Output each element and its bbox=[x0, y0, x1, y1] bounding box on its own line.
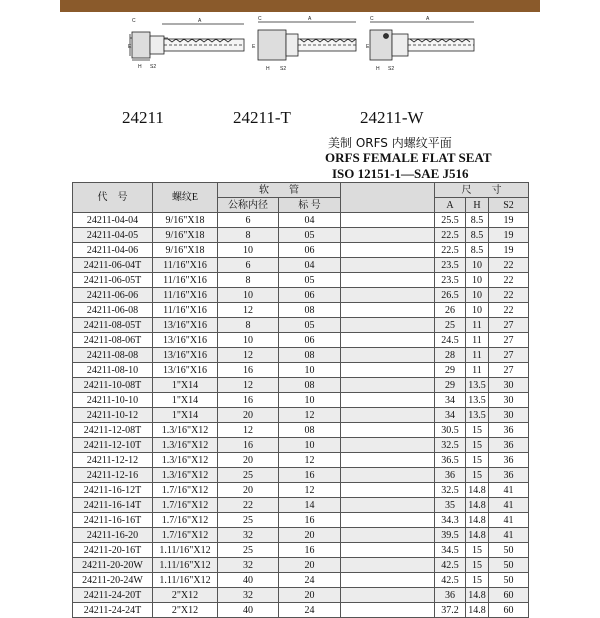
label-c: C bbox=[258, 16, 262, 22]
cell-s2: 22 bbox=[489, 303, 529, 318]
cell-h: 11 bbox=[466, 318, 489, 333]
cell-code: 24211-20-20W bbox=[73, 558, 153, 573]
label-s2: S2 bbox=[388, 66, 395, 72]
cell-code: 24211-24-24T bbox=[73, 603, 153, 618]
cell-s2: 36 bbox=[489, 438, 529, 453]
label-s2: S2 bbox=[150, 64, 157, 70]
label-c: C bbox=[370, 16, 374, 22]
table-row bbox=[73, 228, 529, 243]
cell-s2: 19 bbox=[489, 228, 529, 243]
cell-code: 24211-06-04T bbox=[73, 258, 153, 273]
cell-hose-dash: 10 bbox=[279, 393, 341, 408]
table-row bbox=[73, 393, 529, 408]
cell-code: 24211-10-12 bbox=[73, 408, 153, 423]
cell-hose-id: 40 bbox=[218, 603, 279, 618]
cell-hose-id: 32 bbox=[218, 528, 279, 543]
cell-h: 10 bbox=[466, 303, 489, 318]
cell-hose-id: 20 bbox=[218, 453, 279, 468]
cell-spacer bbox=[341, 543, 435, 558]
cell-hose-dash: 20 bbox=[279, 588, 341, 603]
cell-h: 14.8 bbox=[466, 498, 489, 513]
table-row bbox=[73, 348, 529, 363]
table-row bbox=[73, 318, 529, 333]
cell-spacer bbox=[341, 438, 435, 453]
cell-a: 32.5 bbox=[435, 483, 466, 498]
cell-a: 39.5 bbox=[435, 528, 466, 543]
cell-thread: 9/16"X18 bbox=[153, 228, 218, 243]
cell-s2: 30 bbox=[489, 378, 529, 393]
title-chinese: 美制 ORFS 内螺纹平面 bbox=[328, 136, 452, 150]
cell-s2: 60 bbox=[489, 603, 529, 618]
cell-thread: 2"X12 bbox=[153, 603, 218, 618]
table-row bbox=[73, 453, 529, 468]
cell-s2: 41 bbox=[489, 483, 529, 498]
cell-spacer bbox=[341, 273, 435, 288]
cell-code: 24211-10-10 bbox=[73, 393, 153, 408]
cell-a: 29 bbox=[435, 378, 466, 393]
cell-hose-id: 25 bbox=[218, 513, 279, 528]
cell-code: 24211-10-08T bbox=[73, 378, 153, 393]
cell-thread: 1.7/16"X12 bbox=[153, 528, 218, 543]
cell-h: 11 bbox=[466, 363, 489, 378]
cell-code: 24211-12-16 bbox=[73, 468, 153, 483]
cell-h: 15 bbox=[466, 543, 489, 558]
cell-code: 24211-16-20 bbox=[73, 528, 153, 543]
cell-s2: 27 bbox=[489, 348, 529, 363]
cell-h: 14.8 bbox=[466, 483, 489, 498]
cell-hose-dash: 20 bbox=[279, 558, 341, 573]
cell-thread: 11/16"X16 bbox=[153, 273, 218, 288]
label-h: H bbox=[376, 66, 380, 72]
label-a: A bbox=[198, 18, 202, 24]
cell-code: 24211-06-05T bbox=[73, 273, 153, 288]
title-standard: ISO 12151-1—SAE J516 bbox=[332, 166, 469, 181]
cell-s2: 22 bbox=[489, 258, 529, 273]
cell-hose-dash: 24 bbox=[279, 603, 341, 618]
cell-hose-id: 32 bbox=[218, 588, 279, 603]
cell-hose-id: 10 bbox=[218, 333, 279, 348]
cell-hose-dash: 16 bbox=[279, 513, 341, 528]
cell-code: 24211-04-05 bbox=[73, 228, 153, 243]
cell-hose-dash: 06 bbox=[279, 288, 341, 303]
table-row bbox=[73, 423, 529, 438]
cell-code: 24211-12-08T bbox=[73, 423, 153, 438]
model-caption-24211-t: 24211-T bbox=[233, 108, 291, 127]
cell-hose-id: 16 bbox=[218, 438, 279, 453]
cell-hose-id: 8 bbox=[218, 228, 279, 243]
cell-a: 35 bbox=[435, 498, 466, 513]
table-row bbox=[73, 363, 529, 378]
cell-spacer bbox=[341, 213, 435, 228]
cell-thread: 13/16"X16 bbox=[153, 363, 218, 378]
table-row bbox=[73, 378, 529, 393]
cell-h: 15 bbox=[466, 453, 489, 468]
cell-thread: 1.3/16"X12 bbox=[153, 423, 218, 438]
cell-s2: 36 bbox=[489, 468, 529, 483]
cell-a: 34 bbox=[435, 408, 466, 423]
cell-code: 24211-20-16T bbox=[73, 543, 153, 558]
cell-hose-dash: 04 bbox=[279, 213, 341, 228]
cell-code: 24211-16-14T bbox=[73, 498, 153, 513]
cell-spacer bbox=[341, 423, 435, 438]
cell-hose-id: 10 bbox=[218, 288, 279, 303]
table-row bbox=[73, 258, 529, 273]
cell-hose-dash: 05 bbox=[279, 273, 341, 288]
cell-hose-dash: 12 bbox=[279, 483, 341, 498]
cell-h: 10 bbox=[466, 258, 489, 273]
table-row bbox=[73, 333, 529, 348]
cell-h: 8.5 bbox=[466, 243, 489, 258]
label-e: E bbox=[366, 44, 370, 50]
cell-s2: 30 bbox=[489, 393, 529, 408]
cell-thread: 1.11/16"X12 bbox=[153, 543, 218, 558]
cell-hose-dash: 04 bbox=[279, 258, 341, 273]
cell-a: 26.5 bbox=[435, 288, 466, 303]
cell-h: 15 bbox=[466, 468, 489, 483]
cell-s2: 41 bbox=[489, 513, 529, 528]
cell-a: 34.5 bbox=[435, 543, 466, 558]
cell-hose-id: 8 bbox=[218, 318, 279, 333]
model-caption-24211-w: 24211-W bbox=[360, 108, 424, 127]
cell-s2: 50 bbox=[489, 573, 529, 588]
cell-hose-dash: 08 bbox=[279, 303, 341, 318]
cell-hose-id: 20 bbox=[218, 483, 279, 498]
label-e: E bbox=[252, 44, 256, 50]
cell-h: 15 bbox=[466, 573, 489, 588]
label-e: E bbox=[128, 44, 132, 50]
cell-thread: 11/16"X16 bbox=[153, 303, 218, 318]
table-row bbox=[73, 213, 529, 228]
cell-spacer bbox=[341, 393, 435, 408]
cell-s2: 60 bbox=[489, 588, 529, 603]
table-row bbox=[73, 303, 529, 318]
cell-a: 34.3 bbox=[435, 513, 466, 528]
header-h: H bbox=[466, 198, 489, 213]
cell-hose-dash: 08 bbox=[279, 348, 341, 363]
cell-h: 15 bbox=[466, 438, 489, 453]
cell-thread: 1"X14 bbox=[153, 408, 218, 423]
cell-s2: 41 bbox=[489, 498, 529, 513]
cell-s2: 27 bbox=[489, 363, 529, 378]
header-thread: 螺纹E bbox=[153, 183, 218, 213]
cell-a: 23.5 bbox=[435, 273, 466, 288]
cell-s2: 36 bbox=[489, 423, 529, 438]
cell-a: 26 bbox=[435, 303, 466, 318]
cell-spacer bbox=[341, 408, 435, 423]
cell-a: 36 bbox=[435, 588, 466, 603]
cell-hose-id: 6 bbox=[218, 258, 279, 273]
fitting-24211-w-drawing bbox=[366, 12, 478, 74]
cell-code: 24211-16-12T bbox=[73, 483, 153, 498]
cell-thread: 2"X12 bbox=[153, 588, 218, 603]
cell-s2: 50 bbox=[489, 543, 529, 558]
cell-a: 42.5 bbox=[435, 558, 466, 573]
cell-spacer bbox=[341, 498, 435, 513]
cell-code: 24211-24-20T bbox=[73, 588, 153, 603]
cell-spacer bbox=[341, 243, 435, 258]
table-row bbox=[73, 468, 529, 483]
spec-table bbox=[72, 182, 529, 618]
cell-spacer bbox=[341, 228, 435, 243]
cell-spacer bbox=[341, 288, 435, 303]
cell-code: 24211-06-08 bbox=[73, 303, 153, 318]
cell-a: 32.5 bbox=[435, 438, 466, 453]
cell-thread: 13/16"X16 bbox=[153, 318, 218, 333]
label-c: C bbox=[132, 18, 136, 24]
cell-thread: 9/16"X18 bbox=[153, 213, 218, 228]
cell-spacer bbox=[341, 483, 435, 498]
cell-h: 13.5 bbox=[466, 393, 489, 408]
cell-hose-dash: 16 bbox=[279, 468, 341, 483]
cell-hose-id: 12 bbox=[218, 348, 279, 363]
cell-s2: 30 bbox=[489, 408, 529, 423]
cell-hose-id: 22 bbox=[218, 498, 279, 513]
cell-thread: 1.3/16"X12 bbox=[153, 468, 218, 483]
cell-hose-dash: 20 bbox=[279, 528, 341, 543]
cell-h: 15 bbox=[466, 558, 489, 573]
header-spacer bbox=[341, 183, 435, 213]
cell-hose-id: 25 bbox=[218, 543, 279, 558]
cell-h: 11 bbox=[466, 333, 489, 348]
cell-thread: 13/16"X16 bbox=[153, 348, 218, 363]
cell-s2: 19 bbox=[489, 243, 529, 258]
cell-hose-id: 8 bbox=[218, 273, 279, 288]
table-row bbox=[73, 573, 529, 588]
cell-code: 24211-12-10T bbox=[73, 438, 153, 453]
cell-s2: 27 bbox=[489, 318, 529, 333]
label-s2: S2 bbox=[280, 66, 287, 72]
cell-code: 24211-08-10 bbox=[73, 363, 153, 378]
cell-hose-id: 12 bbox=[218, 303, 279, 318]
table-row bbox=[73, 603, 529, 618]
cell-hose-dash: 12 bbox=[279, 408, 341, 423]
cell-a: 36 bbox=[435, 468, 466, 483]
cell-a: 30.5 bbox=[435, 423, 466, 438]
cell-s2: 41 bbox=[489, 528, 529, 543]
table-row bbox=[73, 543, 529, 558]
cell-s2: 19 bbox=[489, 213, 529, 228]
cell-spacer bbox=[341, 528, 435, 543]
cell-hose-id: 16 bbox=[218, 363, 279, 378]
table-row bbox=[73, 498, 529, 513]
cell-hose-id: 10 bbox=[218, 243, 279, 258]
cell-hose-dash: 06 bbox=[279, 333, 341, 348]
cell-thread: 1.7/16"X12 bbox=[153, 483, 218, 498]
table-row bbox=[73, 483, 529, 498]
cell-s2: 22 bbox=[489, 288, 529, 303]
cell-spacer bbox=[341, 333, 435, 348]
fitting-24211-drawing bbox=[128, 12, 248, 74]
cell-a: 34 bbox=[435, 393, 466, 408]
cell-s2: 22 bbox=[489, 273, 529, 288]
cell-h: 10 bbox=[466, 288, 489, 303]
cell-a: 22.5 bbox=[435, 228, 466, 243]
header-dimensions: 尺 寸 bbox=[435, 183, 529, 198]
table-row bbox=[73, 438, 529, 453]
cell-code: 24211-08-06T bbox=[73, 333, 153, 348]
cell-a: 22.5 bbox=[435, 243, 466, 258]
table-row bbox=[73, 558, 529, 573]
cell-a: 25 bbox=[435, 318, 466, 333]
cell-spacer bbox=[341, 513, 435, 528]
cell-thread: 1.7/16"X12 bbox=[153, 498, 218, 513]
cell-hose-dash: 08 bbox=[279, 423, 341, 438]
cell-h: 8.5 bbox=[466, 213, 489, 228]
label-a: A bbox=[308, 16, 312, 22]
header-s2: S2 bbox=[489, 198, 529, 213]
cell-hose-dash: 12 bbox=[279, 453, 341, 468]
cell-h: 14.8 bbox=[466, 528, 489, 543]
spec-table-body bbox=[73, 213, 529, 618]
cell-h: 11 bbox=[466, 348, 489, 363]
cell-a: 28 bbox=[435, 348, 466, 363]
cell-spacer bbox=[341, 303, 435, 318]
cell-thread: 1.3/16"X12 bbox=[153, 453, 218, 468]
cell-thread: 1.11/16"X12 bbox=[153, 558, 218, 573]
table-row bbox=[73, 288, 529, 303]
cell-thread: 13/16"X16 bbox=[153, 333, 218, 348]
cell-thread: 1.3/16"X12 bbox=[153, 438, 218, 453]
cell-thread: 11/16"X16 bbox=[153, 258, 218, 273]
cell-s2: 27 bbox=[489, 333, 529, 348]
top-banner bbox=[60, 0, 540, 12]
header-code: 代 号 bbox=[73, 183, 153, 213]
table-row bbox=[73, 273, 529, 288]
cell-h: 14.8 bbox=[466, 603, 489, 618]
label-a: A bbox=[426, 16, 430, 22]
cell-hose-dash: 05 bbox=[279, 318, 341, 333]
label-h: H bbox=[266, 66, 270, 72]
cell-a: 29 bbox=[435, 363, 466, 378]
cell-h: 8.5 bbox=[466, 228, 489, 243]
cell-code: 24211-04-06 bbox=[73, 243, 153, 258]
cell-hose-id: 25 bbox=[218, 468, 279, 483]
cell-hose-id: 20 bbox=[218, 408, 279, 423]
cell-spacer bbox=[341, 468, 435, 483]
fitting-24211-t-drawing bbox=[252, 12, 360, 74]
cell-h: 13.5 bbox=[466, 378, 489, 393]
cell-h: 15 bbox=[466, 423, 489, 438]
title-english: ORFS FEMALE FLAT SEAT bbox=[325, 150, 492, 165]
cell-spacer bbox=[341, 588, 435, 603]
cell-a: 37.2 bbox=[435, 603, 466, 618]
cell-hose-id: 16 bbox=[218, 393, 279, 408]
header-hose: 软 管 bbox=[218, 183, 341, 198]
cell-spacer bbox=[341, 603, 435, 618]
cell-h: 14.8 bbox=[466, 513, 489, 528]
cell-code: 24211-08-05T bbox=[73, 318, 153, 333]
table-row bbox=[73, 513, 529, 528]
cell-code: 24211-12-12 bbox=[73, 453, 153, 468]
cell-hose-id: 12 bbox=[218, 423, 279, 438]
cell-a: 36.5 bbox=[435, 453, 466, 468]
cell-thread: 1"X14 bbox=[153, 378, 218, 393]
cell-a: 25.5 bbox=[435, 213, 466, 228]
cell-spacer bbox=[341, 453, 435, 468]
cell-s2: 50 bbox=[489, 558, 529, 573]
cell-a: 24.5 bbox=[435, 333, 466, 348]
cell-hose-dash: 06 bbox=[279, 243, 341, 258]
table-row bbox=[73, 588, 529, 603]
cell-hose-dash: 05 bbox=[279, 228, 341, 243]
cell-thread: 1.11/16"X12 bbox=[153, 573, 218, 588]
cell-h: 13.5 bbox=[466, 408, 489, 423]
cell-hose-id: 12 bbox=[218, 378, 279, 393]
cell-spacer bbox=[341, 258, 435, 273]
cell-spacer bbox=[341, 558, 435, 573]
cell-hose-dash: 08 bbox=[279, 378, 341, 393]
cell-hose-dash: 10 bbox=[279, 363, 341, 378]
cell-thread: 1"X14 bbox=[153, 393, 218, 408]
header-hose-dash: 标 号 bbox=[279, 198, 341, 213]
table-row bbox=[73, 528, 529, 543]
cell-hose-dash: 14 bbox=[279, 498, 341, 513]
cell-spacer bbox=[341, 348, 435, 363]
cell-hose-dash: 16 bbox=[279, 543, 341, 558]
cell-thread: 9/16"X18 bbox=[153, 243, 218, 258]
cell-hose-id: 32 bbox=[218, 558, 279, 573]
cell-code: 24211-04-04 bbox=[73, 213, 153, 228]
cell-thread: 1.7/16"X12 bbox=[153, 513, 218, 528]
table-row bbox=[73, 408, 529, 423]
cell-spacer bbox=[341, 318, 435, 333]
cell-s2: 36 bbox=[489, 453, 529, 468]
header-hose-id: 公称内径 bbox=[218, 198, 279, 213]
cell-h: 14.8 bbox=[466, 588, 489, 603]
cell-thread: 11/16"X16 bbox=[153, 288, 218, 303]
cell-h: 10 bbox=[466, 273, 489, 288]
header-a: A bbox=[435, 198, 466, 213]
cell-code: 24211-16-16T bbox=[73, 513, 153, 528]
model-caption-24211: 24211 bbox=[122, 108, 164, 127]
cell-code: 24211-08-08 bbox=[73, 348, 153, 363]
cell-hose-dash: 10 bbox=[279, 438, 341, 453]
cell-hose-dash: 24 bbox=[279, 573, 341, 588]
cell-spacer bbox=[341, 573, 435, 588]
cell-spacer bbox=[341, 363, 435, 378]
table-row bbox=[73, 243, 529, 258]
cell-spacer bbox=[341, 378, 435, 393]
cell-code: 24211-06-06 bbox=[73, 288, 153, 303]
cell-hose-id: 40 bbox=[218, 573, 279, 588]
cell-code: 24211-20-24W bbox=[73, 573, 153, 588]
cell-hose-id: 6 bbox=[218, 213, 279, 228]
cell-a: 42.5 bbox=[435, 573, 466, 588]
cell-a: 23.5 bbox=[435, 258, 466, 273]
label-h: H bbox=[138, 64, 142, 70]
